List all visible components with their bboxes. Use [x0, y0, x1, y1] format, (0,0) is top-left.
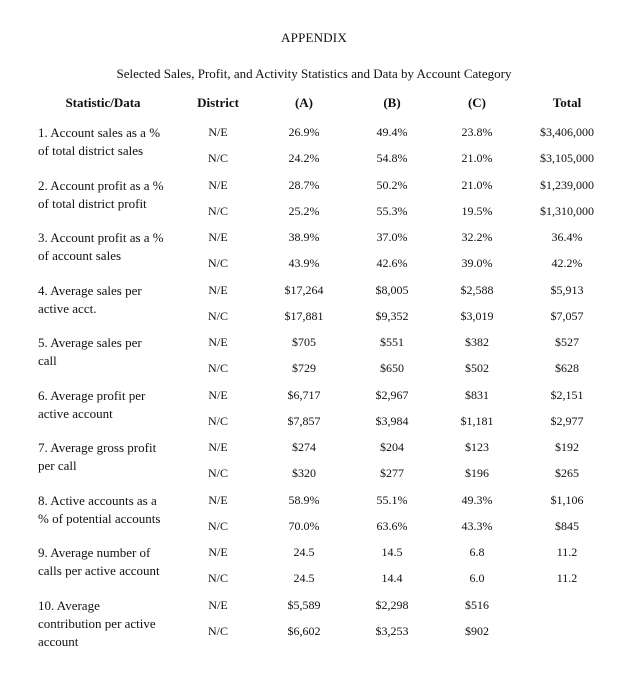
col-c-cell: $123	[465, 440, 489, 454]
district-cell: N/C	[207, 203, 228, 218]
statistic-label-line: 6. Average profit per	[38, 387, 146, 403]
col-a-cell: 58.9%	[288, 492, 320, 507]
district-cell: N/E	[208, 440, 228, 454]
col-a-cell: $729	[292, 361, 316, 375]
total-cell: $628	[555, 361, 579, 375]
col-c-cell: 32.2%	[461, 230, 493, 244]
col-b-cell: $2,967	[375, 387, 409, 402]
col-c-cell: 21.0%	[461, 177, 493, 192]
statistic-label	[38, 334, 188, 370]
col-b-cell: $2,298	[375, 597, 409, 612]
col-c-cell: $2,588	[460, 282, 494, 297]
col-c-cell: $196	[465, 466, 489, 480]
district-cell: N/C	[207, 256, 228, 270]
district-cell: N/C	[207, 623, 228, 638]
col-b-cell: $650	[380, 361, 404, 375]
district-cell: N/E	[208, 282, 228, 297]
total-cell: $265	[555, 466, 579, 480]
district-cell: N/E	[208, 387, 228, 402]
col-b-cell: $8,005	[375, 282, 409, 297]
statistic-label	[38, 387, 188, 423]
total-cell: $3,406,000	[540, 125, 594, 139]
col-a-cell: 25.2%	[288, 203, 320, 218]
col-c-cell: 21.0%	[461, 151, 493, 165]
statistic-label-line: 1. Account sales as a %	[38, 125, 161, 140]
statistic-label	[38, 282, 188, 318]
statistic-label-line: of total district sales	[38, 143, 144, 158]
col-c-cell: $1,181	[460, 413, 494, 428]
col-b-cell: $9,352	[375, 308, 409, 323]
col-b-cell: $3,984	[375, 413, 409, 428]
district-cell: N/C	[207, 466, 228, 480]
statistic-label-line: 10. Average	[38, 597, 100, 613]
total-cell: $3,105,000	[540, 151, 594, 165]
district-cell: N/E	[208, 125, 228, 139]
col-a-cell: $17,881	[284, 308, 324, 323]
header-col-a: (A)	[294, 95, 314, 110]
col-b-cell: $204	[380, 440, 404, 454]
col-a-cell: 43.9%	[288, 256, 320, 270]
col-a-cell: $705	[292, 335, 316, 349]
statistic-label	[38, 492, 188, 528]
statistic-label-line: calls per active account	[38, 563, 160, 578]
col-a-cell: $320	[292, 466, 316, 480]
district-cell: N/C	[207, 518, 228, 533]
total-cell: $1,106	[550, 492, 584, 507]
statistic-label-line: of account sales	[38, 248, 122, 263]
col-b-cell: 14.5	[381, 545, 403, 559]
district-cell: N/E	[208, 230, 228, 244]
col-c-cell: $382	[465, 335, 489, 349]
col-a-cell: $17,264	[284, 282, 324, 297]
total-cell: 11.2	[556, 545, 578, 559]
header-col-c: (C)	[467, 95, 487, 110]
header-col-b: (B)	[383, 95, 401, 110]
district-cell: N/E	[208, 492, 228, 507]
district-cell: N/C	[207, 361, 228, 375]
statistic-label-line: 2. Account profit as a %	[38, 177, 164, 193]
statistic-label	[38, 439, 188, 475]
statistic-label-line: active acct.	[38, 300, 97, 316]
total-cell: $2,977	[550, 413, 584, 428]
col-c-cell: $831	[465, 387, 489, 402]
col-b-cell: $551	[380, 335, 404, 349]
statistic-label-line: 5. Average sales per	[38, 335, 142, 350]
total-cell: $527	[555, 335, 579, 349]
col-a-cell: 26.9%	[288, 125, 320, 139]
district-cell: N/C	[207, 413, 228, 428]
col-c-cell: 6.8	[469, 545, 485, 559]
col-a-cell: $7,857	[287, 413, 321, 428]
col-c-cell: 43.3%	[461, 518, 493, 533]
total-cell: 11.2	[556, 571, 578, 585]
statistic-label	[38, 597, 188, 651]
col-c-cell: 49.3%	[461, 492, 493, 507]
header-district: District	[197, 95, 239, 110]
total-cell: 42.2%	[551, 256, 583, 270]
col-b-cell: 55.3%	[376, 203, 408, 218]
col-a-cell: 24.2%	[288, 151, 320, 165]
col-c-cell: 6.0	[469, 571, 485, 585]
total-cell: $1,239,000	[540, 177, 594, 192]
col-a-cell: 28.7%	[288, 177, 320, 192]
col-c-cell: $502	[465, 361, 489, 375]
col-a-cell: $5,589	[287, 597, 321, 612]
statistic-label-line: 8. Active accounts as a	[38, 492, 157, 508]
statistic-label-line: per call	[38, 458, 77, 473]
district-cell: N/C	[207, 571, 228, 585]
statistic-label	[38, 124, 188, 160]
col-a-cell: 24.5	[293, 571, 315, 585]
statistic-label-line: contribution per active	[38, 615, 156, 631]
col-b-cell: 63.6%	[376, 518, 408, 533]
header-statistic: Statistic/Data	[65, 95, 141, 110]
total-cell: $192	[555, 440, 579, 454]
statistic-label-line: 7. Average gross profit	[38, 440, 157, 455]
col-c-cell: 19.5%	[461, 203, 493, 218]
col-a-cell: 38.9%	[288, 230, 320, 244]
statistic-label-line: of total district profit	[38, 195, 147, 211]
col-b-cell: 55.1%	[376, 492, 408, 507]
col-a-cell: 24.5	[293, 545, 315, 559]
col-c-cell: 23.8%	[461, 125, 493, 139]
statistic-label-line: 4. Average sales per	[38, 282, 142, 298]
col-c-cell: $516	[465, 597, 489, 612]
district-cell: N/C	[207, 308, 228, 323]
col-b-cell: 42.6%	[376, 256, 408, 270]
district-cell: N/E	[208, 597, 228, 612]
total-cell: $845	[555, 518, 579, 533]
header-total: Total	[552, 95, 582, 110]
col-b-cell: 49.4%	[376, 125, 408, 139]
total-cell: $7,057	[550, 308, 584, 323]
statistic-label	[38, 544, 188, 580]
statistic-label-line: 3. Account profit as a %	[38, 230, 164, 245]
statistic-label-line: % of potential accounts	[38, 510, 161, 526]
district-cell: N/C	[207, 151, 228, 165]
district-cell: N/E	[208, 335, 228, 349]
statistic-label-line: active account	[38, 405, 113, 421]
col-b-cell: 14.4	[381, 571, 403, 585]
col-b-cell: 37.0%	[376, 230, 408, 244]
col-b-cell: 54.8%	[376, 151, 408, 165]
col-a-cell: $274	[292, 440, 316, 454]
col-b-cell: $3,253	[375, 623, 409, 638]
col-b-cell: 50.2%	[376, 177, 408, 192]
appendix-title: APPENDIX	[281, 30, 347, 45]
district-cell: N/E	[208, 177, 228, 192]
col-c-cell: $3,019	[460, 308, 494, 323]
col-a-cell: 70.0%	[288, 518, 320, 533]
statistic-label-line: call	[38, 353, 57, 368]
statistic-label-line: account	[38, 633, 79, 649]
col-c-cell: $902	[465, 623, 489, 638]
table-subtitle: Selected Sales, Profit, and Activity Statistics and Data by Account Category	[116, 66, 512, 81]
total-cell: $1,310,000	[540, 203, 594, 218]
total-cell: $5,913	[550, 282, 584, 297]
total-cell: $2,151	[550, 387, 584, 402]
col-a-cell: $6,602	[287, 623, 321, 638]
district-cell: N/E	[208, 545, 228, 559]
statistic-label	[38, 229, 188, 265]
total-cell: 36.4%	[551, 230, 583, 244]
col-b-cell: $277	[380, 466, 404, 480]
statistic-label-line: 9. Average number of	[38, 545, 151, 560]
statistic-label	[38, 177, 188, 213]
col-a-cell: $6,717	[287, 387, 321, 402]
col-c-cell: 39.0%	[461, 256, 493, 270]
